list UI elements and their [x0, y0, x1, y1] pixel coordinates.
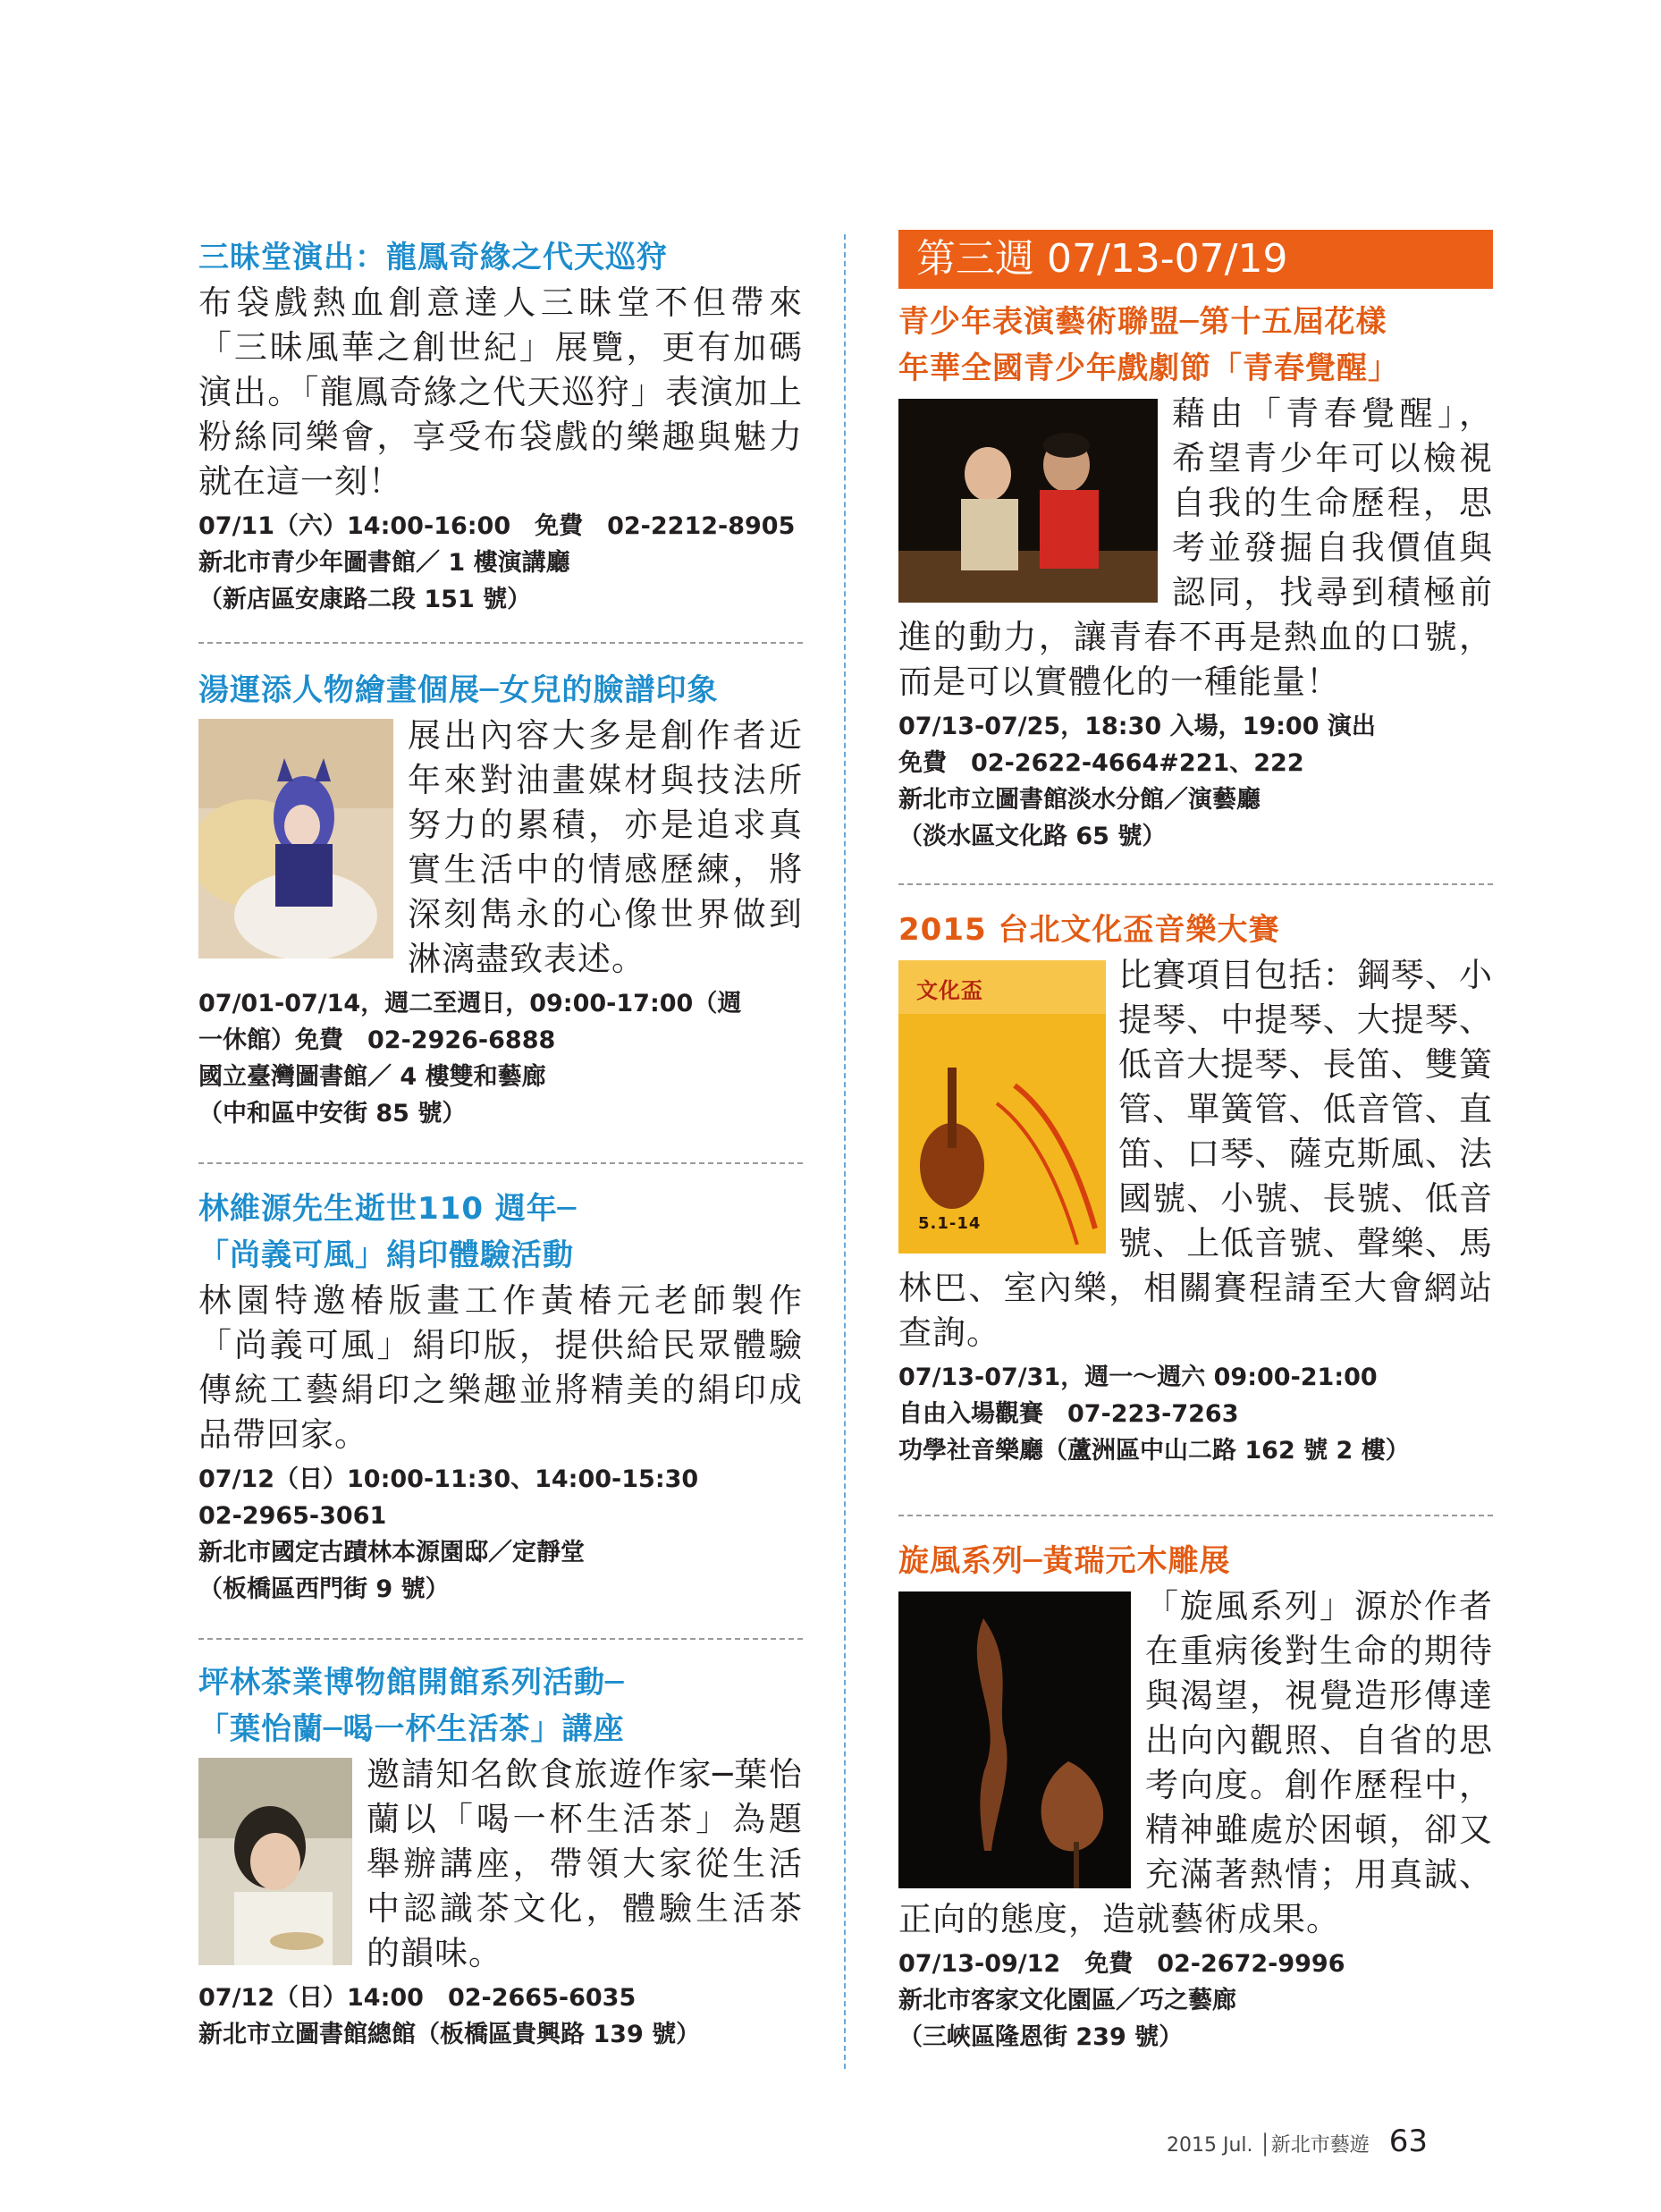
separator [898, 1515, 1493, 1516]
page-number: 63 [1388, 2123, 1429, 2159]
event-venue: 新北市立圖書館淡水分館／演藝廳 [898, 786, 1261, 814]
column-divider [844, 234, 846, 2069]
event-sanmeitang [198, 234, 803, 618]
event-venue-address: 新北市立圖書館總館（板橋區貴興路 139 號） [198, 2021, 701, 2048]
event-title: 2015 台北文化盃音樂大賽 [898, 912, 1280, 948]
event-date-price-phone: 07/13-09/12 免費 02-2672-9996 [898, 1950, 1345, 1978]
event-info [898, 708, 1493, 855]
event-address: （三峽區隆恩街 239 號） [898, 2023, 1184, 2051]
event-venue: 新北市客家文化園區／巧之藝廊 [898, 1987, 1236, 2014]
week-header: 第三週 07/13-07/19 [898, 230, 1493, 289]
event-description: 藉由「青春覺醒」，希望青少年可以檢視自我的生命歷程，思考並發掘自我價值與認同，找尋到積極前進的動力，讓青春不再是熱血的口號，而是可以實體化的一種能量！ [898, 394, 1493, 701]
event-title-line-1: 青少年表演藝術聯盟─第十五屆花樣 [898, 304, 1387, 340]
separator [198, 642, 803, 644]
poster-badge-text: 文化盃 [916, 978, 983, 1003]
event-date-hours: 07/01-07/14，週二至週日，09:00-17:00（週 [198, 990, 742, 1017]
event-info [198, 1461, 803, 1608]
event-info [898, 1946, 1493, 2056]
separator [898, 883, 1493, 885]
event-description: 布袋戲熱血創意達人三昧堂不但帶來「三昧風華之創世紀」展覽，更有加碼演出。「龍鳳奇緣之代天巡狩」表演加上粉絲同樂會，享受布袋戲的樂趣與魅力就在這一刻！ [198, 283, 803, 501]
event-venue: 國立臺灣圖書館／ 4 樓雙和藝廊 [198, 1063, 546, 1091]
event-lin-weiyuan [198, 1186, 803, 1608]
poster-date-text: 5.1-14 [918, 1214, 982, 1233]
event-description: 「旋風系列」源於作者在重病後對生命的期待與渴望，視覺造形傳達出向內觀照、自省的思考向度。創作歷程中，精神雖處於困頓，卻又充滿著熱情；用真誠、正向的態度，造就藝術成果。 [898, 1587, 1493, 1938]
event-info [198, 985, 803, 1132]
competition-poster-image [898, 960, 1106, 1254]
event-title: 三昧堂演出：龍鳳奇緣之代天巡狩 [198, 240, 668, 275]
issue-label: 2015 Jul. │新北市藝遊 [1167, 2134, 1370, 2157]
event-date-phone: 07/12（日）14:00 02-2665-6035 [198, 1984, 637, 2012]
separator [198, 1638, 803, 1640]
event-venue: 新北市青少年圖書館／ 1 樓演講廳 [198, 549, 570, 577]
event-title: 湯運添人物繪畫個展─女兒的臉譜印象 [198, 672, 719, 708]
event-title: 旋風系列─黃瑞元木雕展 [898, 1543, 1231, 1579]
event-title-line-2: 年華全國青少年戲劇節「青春覺醒」 [898, 350, 1399, 386]
theatre-performance-image [898, 399, 1158, 603]
event-address: （新店區安康路二段 151 號） [198, 586, 532, 613]
event-info [198, 508, 803, 618]
event-description: 林園特邀椿版畫工作黃椿元老師製作「尚義可風」絹印版，提供給民眾體驗傳統工藝絹印之樂趣並將精美的絹印成品帶回家。 [198, 1281, 803, 1454]
event-pinglin-tea [198, 1659, 803, 2053]
event-date-price-phone: 07/11（六）14:00-16:00 免費 02-2212-8905 [198, 512, 796, 540]
event-description: 邀請知名飲食旅遊作家─葉怡蘭以「喝一杯生活茶」為題舉辦講座，帶領大家從生活中認識茶文化，體驗生活茶的韻味。 [367, 1755, 803, 1972]
event-description: 比賽項目包括：鋼琴、小提琴、中提琴、大提琴、低音大提琴、長笛、雙簧管、單簧管、低音管、直笛、口琴、薩克斯風、法國號、小號、長號、低音號、上低音號、聲樂、馬林巴、室內樂，相關賽程請至大會網站查詢。 [898, 956, 1493, 1352]
event-venue-address: 功學社音樂廳（蘆洲區中山二路 162 號 2 樓） [898, 1437, 1410, 1465]
event-description: 展出內容大多是創作者近年來對油畫媒材與技法所努力的累積，亦是追求真實生活中的情感歷練，將深刻雋永的心像世界做到淋漓盡致表述。 [408, 716, 803, 978]
event-venue: 新北市國定古蹟林本源園邸／定靜堂 [198, 1539, 585, 1566]
tea-lecture-speaker-image [198, 1758, 352, 1965]
event-title-line-2: 「葉怡蘭─喝一杯生活茶」講座 [198, 1711, 625, 1747]
event-info [898, 1359, 1493, 1469]
event-address: （板橋區西門街 9 號） [198, 1575, 450, 1603]
event-date-times: 07/13-07/25，18:30 入場，19:00 演出 [898, 713, 1376, 740]
event-price-phone: 免費 02-2622-4664#221、222 [898, 749, 1304, 777]
wood-sculpture-image [898, 1591, 1131, 1888]
event-phone: 02-2965-3061 [198, 1502, 387, 1530]
event-title-line-1: 坪林茶業博物館開館系列活動─ [198, 1665, 625, 1701]
event-address: （淡水區文化路 65 號） [898, 823, 1167, 850]
event-youth-theatre [898, 299, 1493, 855]
event-info [198, 1980, 803, 2053]
event-date-times: 07/12（日）10:00-11:30、14:00-15:30 [198, 1465, 699, 1493]
event-price-phone: 一休館）免費 02-2926-6888 [198, 1026, 556, 1054]
event-title-line-1: 林維源先生逝世110 週年─ [198, 1191, 578, 1227]
event-wood-carving [898, 1538, 1493, 2056]
event-entry-phone: 自由入場觀賽 07-223-7263 [898, 1400, 1239, 1428]
event-title-line-2: 「尚義可風」絹印體驗活動 [198, 1237, 574, 1273]
event-address: （中和區中安街 85 號） [198, 1100, 467, 1127]
page-footer [1167, 2123, 1428, 2159]
separator [198, 1162, 803, 1164]
event-tang-yuntian [198, 667, 803, 1132]
event-date-hours: 07/13-07/31，週一～週六 09:00-21:00 [898, 1364, 1378, 1391]
portrait-painting-image [198, 719, 393, 958]
event-music-competition [898, 907, 1493, 1469]
